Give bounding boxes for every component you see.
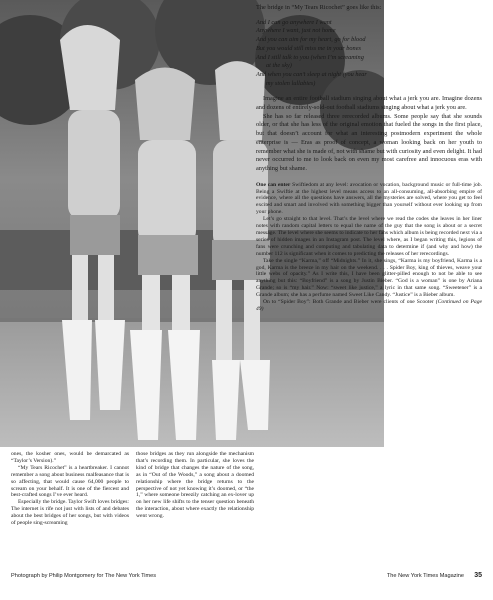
lyric-line: And I still talk to you (when I’m screaming (256, 53, 364, 61)
lyric-line: at the sky) (266, 62, 292, 70)
right-column (256, 4, 482, 313)
paragraph: those bridges as they run alongside the mechanism that’s recording them. In particular, she loves the kind of bridge that changes the nature of the song, as in “Out of the Woods,” a song about a doomed relationship where the bridge returns to the perspective of not yet knowing it’s doomed, or “the 1,” where someone breezily catching an ex-lover up on her new life shifts to the tenser question beneath the interaction, about where exactly the relationship went wrong. (136, 451, 254, 520)
photo-credit: Photograph by Philip Montgomery for The New York Times (11, 573, 157, 579)
paragraph: Take the single “Karma,” off “Midnights.” In it, she sings, “Karma is my boyfriend, Karma is a god, Karma is the breeze in my hair on the weekend. . . . Spider Boy, king of thieves, weave your little webs of opacity.” As I write this, I have been glitter-pilled enough to not be able to see anything but this: “Boyfriend” is a song by Justin Bieber. “God is a woman” is one by Ariana Grande; so is “my hair.” Now: “sweet like justice,” a lyric in that same song. “Sweetener” is a Grande album; she has a perfume named Sweet Like Candy. “Justice” is a Bieber album. (256, 257, 482, 299)
paragraph: Let’s go straight to that level. That’s the level where we read the codes she leaves in her liner notes with random capital letters to equal the name of the guy that the song is about or a secret message. The level where she seems to indicate to her fans which album is being recorded next via a series of hidden images in an Instagram post. The level where, as I began writing this, legions of fans were crunching and computing and tabulating data to determine if (and why and how) the number 112 is significant when it comes to predicting the releases of her rerecordings. (256, 216, 482, 257)
publication-name: The New York Times Magazine (386, 573, 464, 579)
paragraph-text: On to “Spider Boy”: Both Grande and Bieber were clients of one Scooter (263, 299, 434, 306)
lead-in: One can enter (256, 181, 291, 188)
lyric-line: But you would still miss me in your bones (256, 44, 361, 52)
paragraph: ones, the kosher ones, would be demarcated as “Taylor’s Version).” (11, 451, 129, 464)
paragraph: She has so far released three rerecorded albums. Some people say that she sounds older, or that she has less of the original emotion that fueled the songs in the first place, but that doesn’t account for what an interesting postmodern experiment the whole enterprise is — Eras as proof of concept, a woman looking back on her youth to remember what she is made of, not with shame but with curiosity and even delight. It had never occurred to me to look back on even my most carefree and innocuous eras with anything but shame. (256, 112, 482, 172)
paragraph (256, 299, 482, 313)
continued-note: (Continued on Page 49) (256, 299, 482, 312)
paragraph: Especially the bridge. Taylor Swift loves bridges: The internet is rife not just with lists of and debates about the best bridges of her songs, but with videos of people sing-screaming (11, 499, 129, 527)
lyric-line: And you can aim for my heart, go for blood (256, 36, 366, 44)
bottom-column-1 (11, 451, 129, 527)
lyric-line: Anywhere I want, just not home (256, 27, 336, 35)
page-number: 35 (474, 572, 482, 579)
paragraph: “My Tears Ricochet” is a heartbreaker. I cannot remember a song about business malfeasance that is so affecting, that would cause 64,000 people to scream on your behalf. It is one of the fiercest and best-crafted songs I’ve ever heard. (11, 464, 129, 499)
bottom-column-2 (136, 451, 254, 520)
lyrics-intro: The bridge in “My Tears Ricochet” goes like this: (256, 4, 382, 11)
lyric-line: And when you can’t sleep at night (you hear (256, 70, 367, 78)
lyric-line: my stolen lullabies) (266, 79, 316, 87)
paragraph: Imagine an entire football stadium singing about what a jerk you are. Imagine dozens and dozens of entirely-sold-out football stadiums singing about what a jerk you are. (256, 95, 482, 112)
section-lead-paragraph (256, 182, 482, 217)
lyrics-block (256, 19, 482, 89)
lyric-line: And I can go anywhere I want (256, 18, 332, 26)
paragraph-text: Swiftiedom at any level: avocation or vocation, background music or full-time job. Being a Swiftie at the highest level means access to an all-consuming, all-absorbing empire of evidence, where all the questions have answers, all the mysteries are solved, where you get to feel excited and smart and involved with something bigger than yourself without ever looking up from your phone. (256, 181, 482, 216)
